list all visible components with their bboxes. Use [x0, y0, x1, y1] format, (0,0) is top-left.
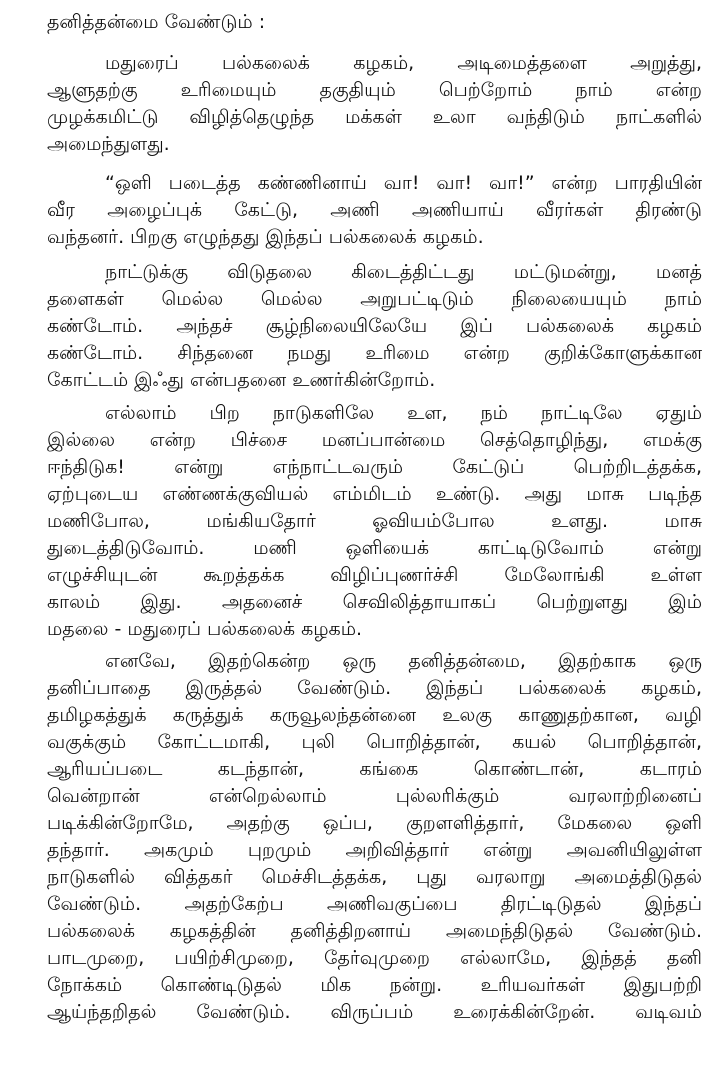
text-line: வந்தனர். பிறகு எழுந்தது இந்தப் பல்கலைக் கழகம். — [47, 226, 484, 248]
text-line: எழுச்சியுடன் கூறத்தக்க விழிப்புணர்ச்சி மேலோங்கி உள்ள — [47, 564, 702, 586]
text-line: “ஒளி படைத்த கண்ணினாய் வா! வா! வா!” என்ற பாரதியின் — [105, 172, 702, 194]
paragraph-1 — [47, 50, 702, 158]
text-line: கண்டோம். அந்தச் சூழ்நிலையிலேயே இப் பல்கலைக் கழகம் — [47, 315, 702, 337]
text-line: தளைகள் மெல்ல மெல்ல அறுபட்டிடும் நிலையையும் நாம் — [47, 288, 702, 310]
text-line: நாடுகளில் வித்தகர் மெச்சிடத்தக்க, புது வரலாறு அமைத்திடுதல் — [47, 866, 702, 888]
text-line: கோட்டம் இஃது என்பதனை உணர்கின்றோம். — [47, 369, 436, 391]
text-line: வென்றான் என்றெல்லாம் புல்லரிக்கும் வரலாற்றினைப் — [47, 785, 702, 807]
text-line: எல்லாம் பிற நாடுகளிலே உள, நம் நாட்டிலே ஏதும் — [105, 402, 702, 424]
text-line: தனிப்பாதை இருத்தல் வேண்டும். இந்தப் பல்கலைக் கழகம், — [47, 677, 702, 699]
text-line: எனவே, இதற்கென்ற ஒரு தனித்தன்மை, இதற்காக ஒரு — [105, 650, 702, 672]
text-line: ஆளுதற்கு உரிமையும் தகுதியும் பெற்றோம் நாம் என்ற — [47, 79, 702, 101]
text-line: கண்டோம். சிந்தனை நமது உரிமை என்ற குறிக்கோளுக்கான — [47, 342, 702, 364]
text-line: மதலை - மதுரைப் பல்கலைக் கழகம். — [47, 618, 363, 640]
text-line: ஏற்புடைய எண்ணக்குவியல் எம்மிடம் உண்டு. அது மாசு படிந்த — [47, 483, 702, 505]
text-line: மதுரைப் பல்கலைக் கழகம், அடிமைத்தளை அறுத்து, — [105, 52, 702, 74]
text-line: வகுக்கும் கோட்டமாகி, புலி பொறித்தான், கயல் பொறித்தான், — [47, 731, 702, 753]
text-line: துடைத்திடுவோம். மணி ஒளியைக் காட்டிடுவோம் என்று — [47, 537, 702, 559]
text-line: நாட்டுக்கு விடுதலை கிடைத்திட்டது மட்டுமன்று, மனத் — [105, 261, 702, 283]
text-line: மணிபோல, மங்கியதோர் ஓவியம்போல உளது. மாசு — [47, 510, 702, 532]
paragraph-5 — [47, 648, 702, 1026]
text-line: ஆய்ந்தறிதல் வேண்டும். விருப்பம் உரைக்கின்றேன். வடிவம் — [47, 1001, 702, 1023]
text-line: முழக்கமிட்டு விழித்தெழுந்த மக்கள் உலா வந்திடும் நாட்களில் — [47, 106, 702, 128]
text-line: தமிழகத்துக் கருத்துக் கருவூலந்தன்னை உலகு காணுதற்கான, வழி — [47, 704, 702, 726]
text-line: பல்கலைக் கழகத்தின் தனித்திறனாய் அமைந்திடுதல் வேண்டும். — [47, 920, 702, 942]
text-line: இல்லை என்ற பிச்சை மனப்பான்மை செத்தொழிந்து, எமக்கு — [47, 429, 702, 451]
text-line: ஆரியப்படை கடந்தான், கங்கை கொண்டான், கடாரம் — [47, 758, 702, 780]
text-line: அமைந்துளது. — [47, 133, 170, 155]
text-line: தந்தார். அகமும் புறமும் அறிவித்தார் என்று அவனியிலுள்ள — [47, 839, 702, 861]
text-line: ஈந்திடுக! என்று எந்நாட்டவரும் கேட்டுப் பெற்றிடத்தக்க, — [47, 456, 702, 478]
paragraph-4 — [47, 400, 702, 643]
text-line: வேண்டும். அதற்கேற்ப அணிவகுப்பை திரட்டிடுதல் இந்தப் — [47, 893, 702, 915]
section-heading: தனித்தன்மை வேண்டும் : — [47, 11, 266, 33]
text-line: பாடமுறை, பயிற்சிமுறை, தேர்வுமுறை எல்லாமே, இந்தத் தனி — [47, 947, 702, 969]
text-line: வீர அழைப்புக் கேட்டு, அணி அணியாய் வீரர்கள் திரண்டு — [47, 199, 702, 221]
text-line: நோக்கம் கொண்டிடுதல் மிக நன்று. உரியவர்கள் இதுபற்றி — [47, 974, 702, 996]
text-line: காலம் இது. அதனைச் செவிலித்தாயாகப் பெற்றுளது இம் — [47, 591, 702, 613]
paragraph-3 — [47, 259, 702, 394]
text-line: படிக்கின்றோமே, அதற்கு ஒப்ப, குறளளித்தார், மேகலை ஒளி — [47, 812, 702, 834]
paragraph-2 — [47, 170, 702, 251]
